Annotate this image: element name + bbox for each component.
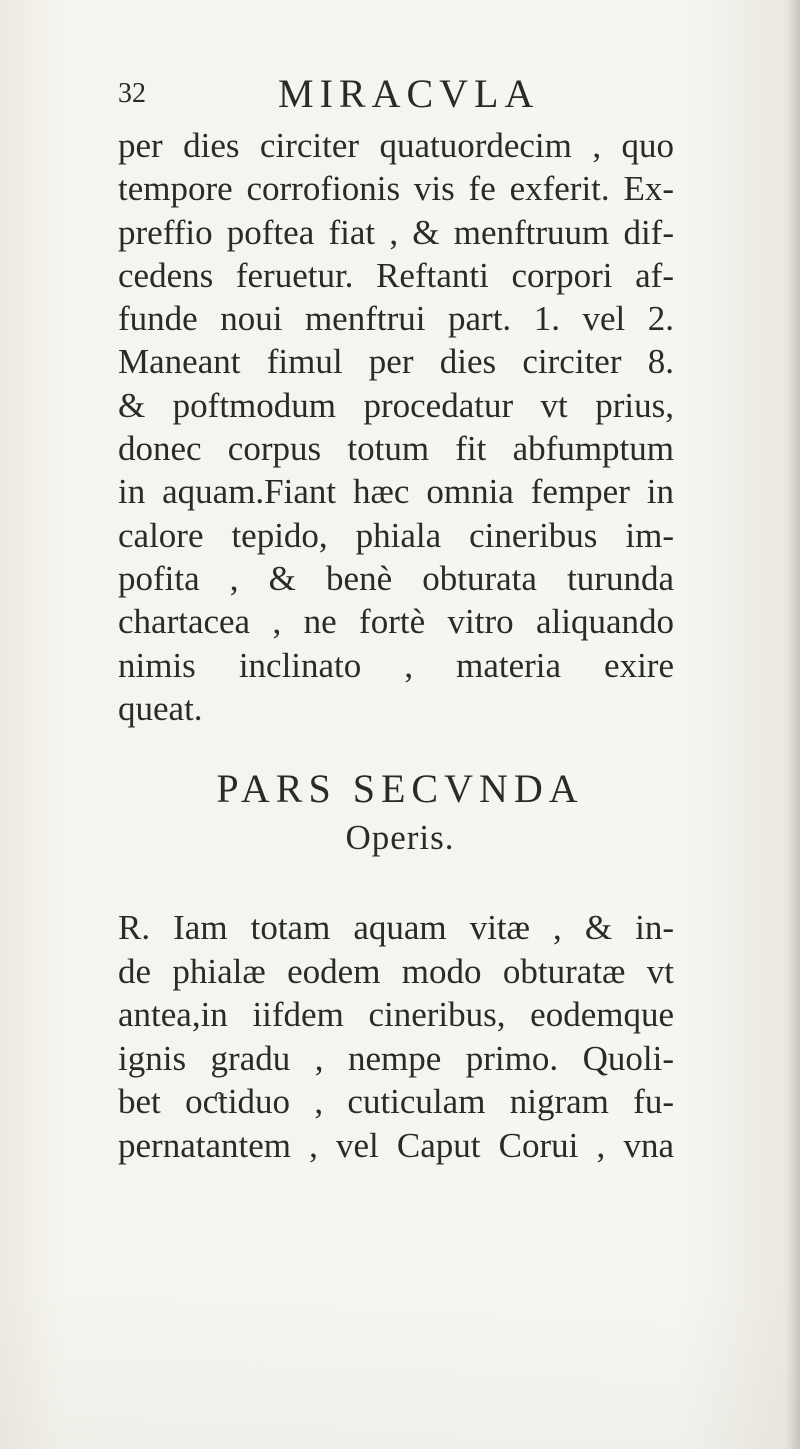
paragraph-recipe [118,906,674,1167]
text-line: & poftmodum procedatur vt prius, [118,385,674,425]
text-line: pernatantem , vel Caput Corui , vna [118,1125,674,1165]
text-line: nimis inclinato , materia exire [118,645,674,685]
text-line: queat. [118,688,203,728]
text-line: R. Iam totam aquam vitæ , & in- [118,908,674,947]
text-line: pofita , & benè obturata turunda [118,558,674,598]
page-bottom-fade [0,1289,800,1449]
text-line: per dies circiter quatuordecim , quo [118,126,674,165]
page-header [118,70,678,114]
text-line: Maneant fimul per dies circiter 8. [118,342,674,382]
text-line: antea,in iifdem cineribus, eodemque [118,995,674,1034]
section-title: PARS SECVNDA [216,766,584,811]
page-number: 32 [118,78,146,109]
text-line: funde noui menftrui part. 1. vel 2. [118,299,674,339]
text-line: donec corpus totum fit abfumptum [118,429,674,469]
text-line: calore tepido, phiala cineribus im- [118,515,674,555]
text-line: tempore corrofionis vis fe exferit. Ex- [118,169,674,209]
text-line: ignis gradu , nempe primo. Quoli- [118,1038,674,1078]
paragraph-continued [118,124,674,730]
page-edge-shadow [786,0,800,1449]
running-head: MIRACVLA [278,71,540,116]
text-line: de phialæ eodem modo obturatæ vt [118,951,674,991]
text-line: preffio poftea fiat , & menftruum dif- [118,212,674,252]
text-line: cedens feruetur. Reftanti corpori af- [118,255,674,295]
text-line: in aquam.Fiant hæc omnia femper in [118,472,674,512]
text-line: bet oƈtiduo , cuticulam nigram fu- [118,1082,674,1121]
section-subtitle: Operis. [345,818,455,857]
text-line: chartacea , ne fortè vitro aliquando [118,602,674,642]
